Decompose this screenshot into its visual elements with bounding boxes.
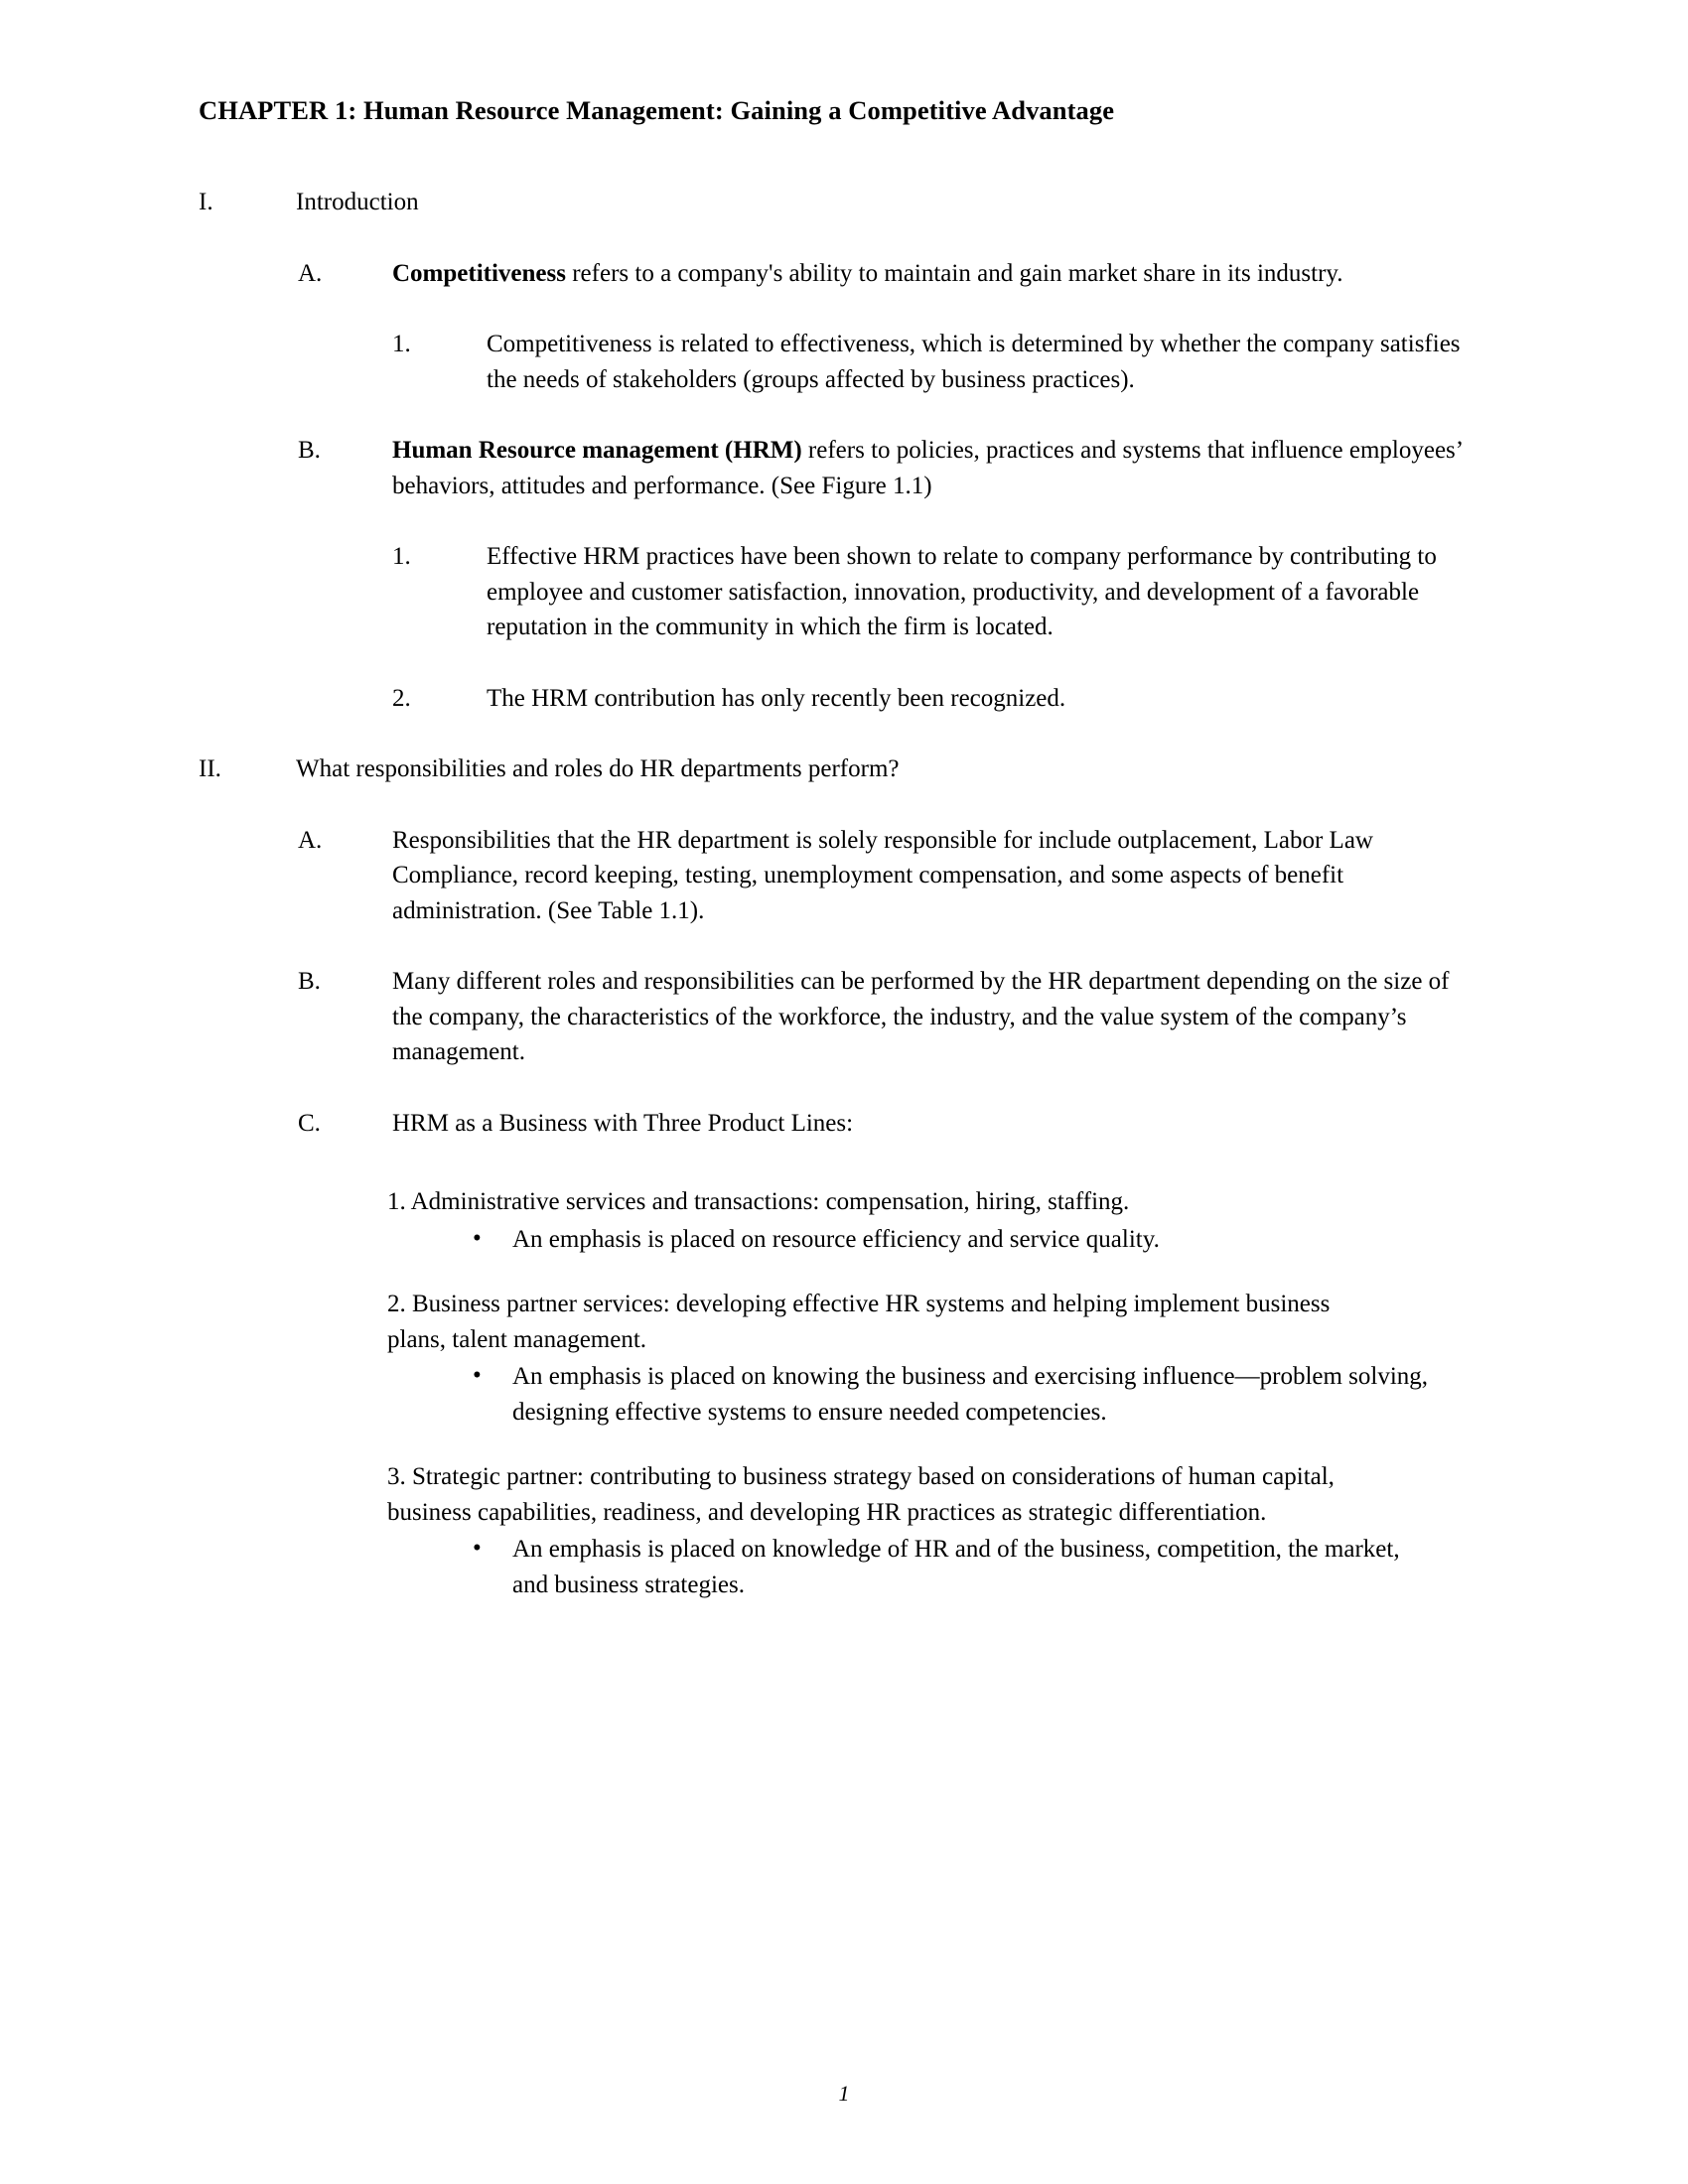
- outline-text-i-a-rest: refers to a company's ability to maintain and gain market share in its industry.: [565, 259, 1343, 287]
- page-title: [199, 94, 1499, 127]
- outline-item-roman-i: [199, 185, 1499, 220]
- product-line-2-text: 2. Business partner services: developing effective HR systems and helping implement business plans, talent management.: [387, 1291, 1331, 1353]
- outline-marker-i-a: A.: [298, 259, 323, 287]
- outline-marker-i-a-1: 1.: [392, 331, 411, 358]
- outline-item-ii-c: [199, 1106, 1499, 1142]
- outline-item-roman-ii: [199, 751, 1499, 787]
- outline-item-i-b: [199, 433, 1499, 503]
- outline-marker-ii-b: B.: [298, 968, 321, 996]
- title-chapter-label: CHAPTER 1:: [199, 95, 357, 125]
- outline-marker-i-b: B.: [298, 437, 321, 465]
- outline-text-i-b: [392, 433, 1479, 503]
- product-line-3: [199, 1459, 1499, 1602]
- outline-item-i-a: [199, 256, 1499, 292]
- bullet-item: • An emphasis is placed on resource efficiency and service quality.: [465, 1222, 1436, 1258]
- product-line-2-bullets: [387, 1359, 1499, 1430]
- product-line-2: [199, 1287, 1499, 1430]
- bullet-item: • An emphasis is placed on knowing the business and exercising influence—problem solving, designing effective systems to ensure needed competencies.: [465, 1359, 1436, 1430]
- spacer: [199, 1176, 1499, 1184]
- outline-text-i-a: [392, 256, 1343, 292]
- outline-marker-i-b-2: 2.: [392, 684, 411, 712]
- product-line-3-bullets: [387, 1532, 1499, 1602]
- outline-marker-ii-a: A.: [298, 826, 323, 854]
- outline-item-ii-a: [199, 823, 1499, 929]
- outline-text-ii-c: HRM as a Business with Three Product Lines:: [392, 1109, 854, 1137]
- outline-text-ii-b: Many different roles and responsibilities can be performed by the HR department depending on the size of the company, the characteristics of the workforce, the industry, and the value system of the company’s management.: [392, 968, 1450, 1066]
- outline-marker-ii-c: C.: [298, 1109, 321, 1137]
- product-line-1: [199, 1184, 1499, 1257]
- title-text: Human Resource Management: Gaining a Competitive Advantage: [356, 95, 1115, 125]
- product-line-1-bullets: [387, 1222, 1499, 1258]
- product-line-1-text: 1. Administrative services and transactions: compensation, hiring, staffing.: [387, 1188, 1130, 1216]
- bullet-item: • An emphasis is placed on knowledge of HR and of the business, competition, the market, and business strategies.: [465, 1532, 1436, 1602]
- page-number: 1: [838, 2081, 850, 2106]
- term-competitiveness: Competitiveness: [392, 259, 566, 287]
- outline-item-ii-b: [199, 964, 1499, 1070]
- outline-text-i-a-1: Competitiveness is related to effectiveness, which is determined by whether the company satisfies the needs of stakeholders (groups affected by business practices).: [487, 331, 1461, 393]
- outline-item-i-b-2: [199, 681, 1499, 717]
- outline-text-i-b-2: The HRM contribution has only recently been recognized.: [487, 684, 1066, 712]
- outline-item-i-b-1: [199, 539, 1499, 645]
- outline-marker-ii: II.: [199, 755, 221, 783]
- outline-marker-i-b-1: 1.: [392, 543, 411, 571]
- outline-heading-responsibilities: What responsibilities and roles do HR departments perform?: [296, 755, 900, 783]
- outline-text-ii-a: Responsibilities that the HR department is solely responsible for include outplacement, Labor Law Compliance, record keeping, testing, unemployment compensation, and some aspects of benefit administration. (See Table 1.1).: [392, 826, 1373, 924]
- outline-text-i-b-1: Effective HRM practices have been shown to relate to company performance by contributing to employee and customer satisfaction, innovation, productivity, and development of a favorable reputation in the community in which the firm is located.: [487, 543, 1437, 641]
- term-hrm: Human Resource management (HRM): [392, 437, 802, 465]
- outline-item-i-a-1: [199, 327, 1499, 397]
- outline-marker-i: I.: [199, 189, 213, 216]
- product-line-3-text: 3. Strategic partner: contributing to business strategy based on considerations of human capital, business capabilities, readiness, and developing HR practices as strategic differentiation.: [387, 1463, 1335, 1526]
- outline-text-i-b-rest: refers to policies, practices and systems that influence employees’ behaviors, attitudes and performance. (See Figure 1.1): [392, 437, 1463, 499]
- outline-heading-introduction: Introduction: [296, 189, 419, 216]
